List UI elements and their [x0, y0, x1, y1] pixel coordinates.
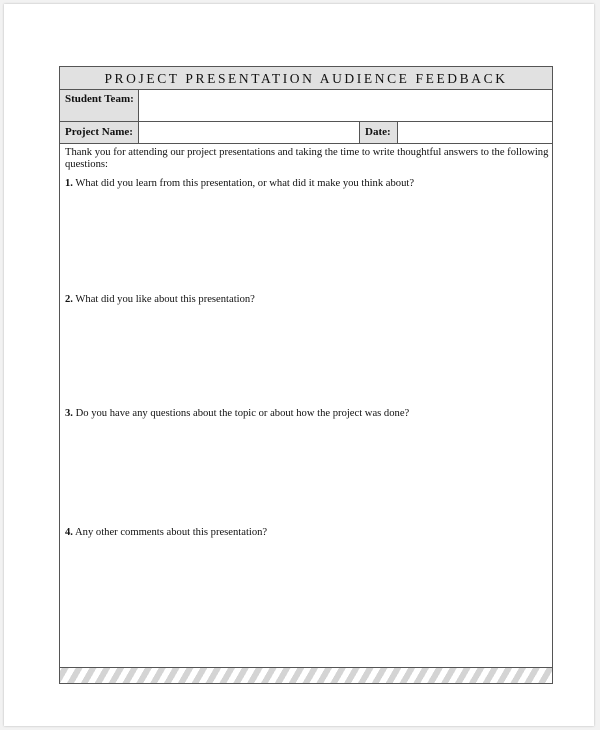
- question-text: Any other comments about this presentation?: [72, 527, 268, 538]
- questions-area[interactable]: [60, 144, 552, 669]
- question-number: 4.: [65, 527, 73, 538]
- student-team-label: Student Team:: [60, 90, 139, 121]
- student-team-field[interactable]: [139, 90, 552, 121]
- feedback-form: [59, 66, 553, 684]
- decorative-stripe-footer: [60, 667, 552, 683]
- student-team-row: [60, 90, 552, 122]
- intro-text: Thank you for attending our project presentations and taking the time to write thoughtful answers to the following questions:: [65, 147, 549, 170]
- question-text: Do you have any questions about the topic or about how the project was done?: [72, 408, 410, 419]
- document-page: [4, 4, 594, 726]
- form-title: PROJECT PRESENTATION AUDIENCE FEEDBACK: [60, 67, 552, 90]
- date-field[interactable]: [398, 122, 552, 143]
- question-2: [65, 294, 549, 306]
- project-name-row: [60, 122, 552, 144]
- question-3: [65, 408, 549, 420]
- question-text: What did you like about this presentation?: [72, 294, 255, 305]
- date-label: Date:: [360, 122, 398, 143]
- question-1: [65, 178, 549, 190]
- project-name-label: Project Name:: [60, 122, 139, 143]
- question-4: [65, 527, 549, 539]
- question-number: 3.: [65, 408, 73, 419]
- project-name-field[interactable]: [139, 122, 360, 143]
- question-number: 2.: [65, 294, 73, 305]
- question-number: 1.: [65, 178, 73, 189]
- question-text: What did you learn from this presentation, or what did it make you think about?: [72, 178, 415, 189]
